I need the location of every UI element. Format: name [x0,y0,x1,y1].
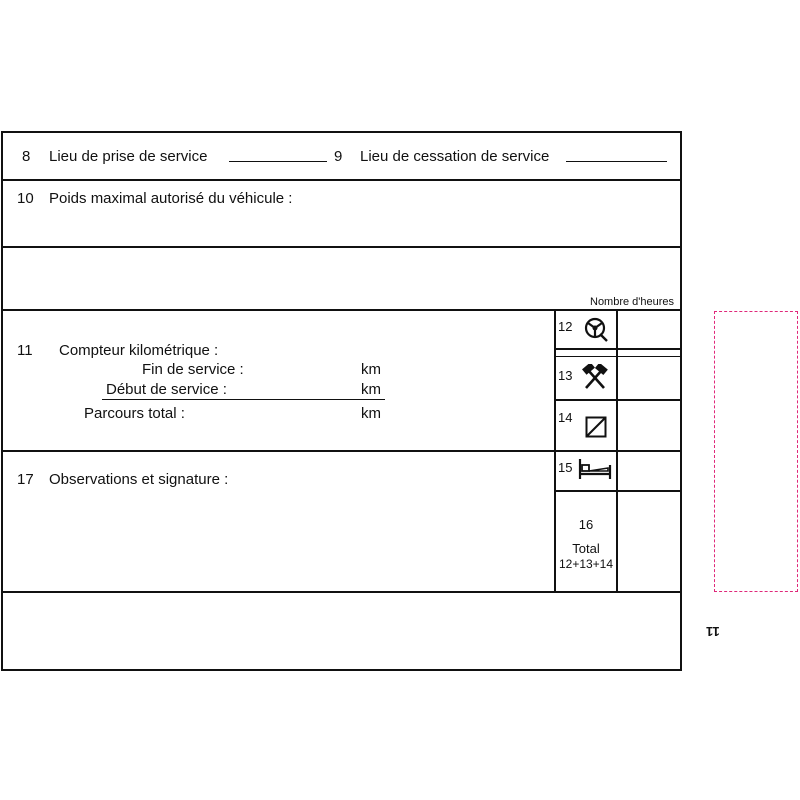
start-of-service-unit: km [361,381,381,398]
activity-12-number: 12 [558,319,573,334]
hours-cell-work[interactable] [618,358,679,398]
activity-total-formula: 12+13+14 [558,557,614,571]
field11-number: 11 [17,342,33,359]
activity-16-number: 16 [578,517,594,532]
end-of-service-unit: km [361,361,381,378]
activity-divider-a [554,348,680,350]
row-divider-4 [1,450,680,452]
activity-divider-b [554,356,680,357]
total-distance-unit: km [361,405,381,422]
observations-area[interactable] [4,492,552,589]
observations-label: Observations et signature : [49,471,229,488]
start-of-service-label: Début de service : [106,381,227,398]
bed-icon [578,457,612,481]
hours-cell-availability[interactable] [618,401,679,449]
availability-box-icon [585,416,607,438]
activity-total-label: Total [572,541,600,556]
row-divider-1 [1,179,680,181]
row-divider-3 [1,309,680,311]
field9-label: Lieu de cessation de service [360,148,550,165]
field17-number: 17 [17,471,34,488]
field8-label: Lieu de prise de service [49,148,208,165]
page-marker: 11 [706,624,720,639]
field10-number: 10 [17,190,34,207]
hours-cell-total[interactable] [618,492,679,590]
hours-cell-rest[interactable] [618,452,679,489]
odometer-subtotal-line [102,399,385,400]
activity-15-number: 15 [558,460,573,475]
row-divider-2 [1,246,680,248]
odometer-label: Compteur kilométrique : [59,342,219,359]
field10-label: Poids maximal autorisé du véhicule : [49,190,293,207]
field9-input-line[interactable] [566,161,667,162]
hours-cell-driving[interactable] [618,311,679,347]
row-divider-5 [1,591,680,593]
crossed-hammers-icon [582,364,608,390]
form-frame [1,131,682,671]
end-of-service-label: Fin de service : [142,361,244,378]
total-distance-label: Parcours total : [84,405,185,422]
crop-marker-box [714,311,798,592]
field8-input-line[interactable] [229,161,327,162]
hours-column-header: Nombre d'heures [590,296,675,308]
field8-number: 8 [22,148,31,165]
field9-number: 9 [334,148,343,165]
activity-13-number: 13 [558,368,573,383]
steering-wheel-icon [583,316,609,342]
activity-14-number: 14 [558,410,573,425]
